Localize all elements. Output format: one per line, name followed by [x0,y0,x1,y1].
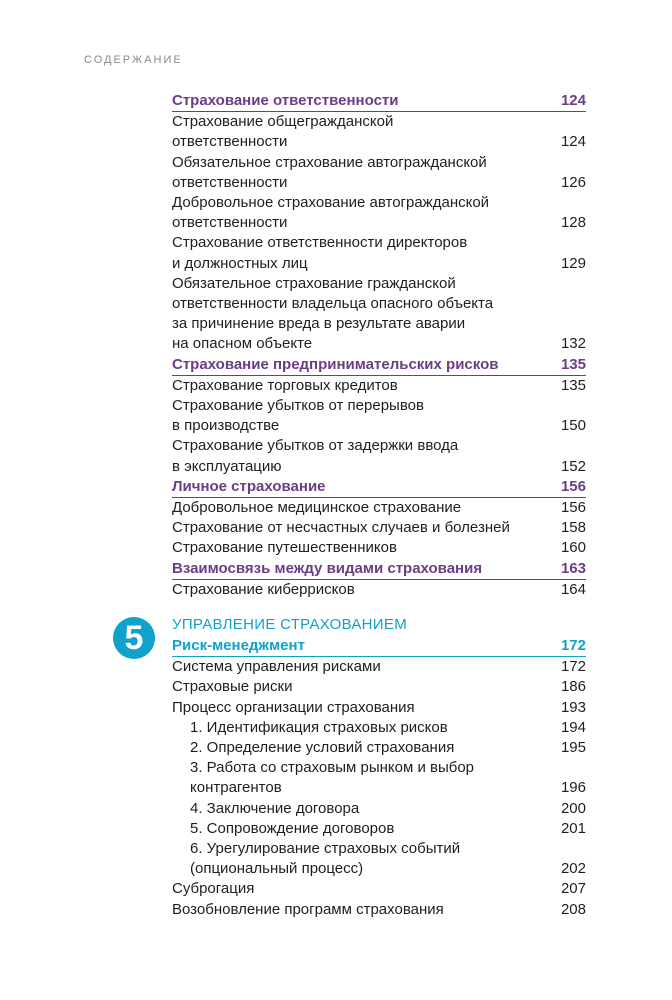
toc-entry [172,580,586,600]
toc-entry [172,112,586,152]
toc-entry-page: 124 [560,133,586,151]
toc-entry [172,436,586,476]
toc-entry-title: Страхование от несчастных случаев и болезней [172,519,510,537]
toc-entry [172,153,586,193]
toc-entry-page: 194 [560,718,586,736]
toc-entry-page: 150 [560,417,586,435]
toc-entry-page: 132 [560,335,586,353]
toc-entry-title: Добровольное страхование автогражданской ответственности [172,194,490,232]
toc-entry-title: 6. Урегулирование страховых событий (опциональный процесс) [190,840,461,878]
toc-entry [172,233,586,273]
toc-section-heading [172,355,586,376]
toc-entry [172,758,586,798]
toc-entry-title: 2. Определение условий страхования [190,739,455,757]
page-header: СОДЕРЖАНИЕ [84,54,183,66]
toc-entry [172,274,586,355]
toc-entry-title: Суброгация [172,880,255,898]
toc-entry-title: 4. Заключение договора [190,799,360,817]
toc-entry-page: 202 [560,860,586,878]
toc-entry-title: Возобновление программ страхования [172,900,444,918]
toc-section-heading [172,477,586,498]
toc-entry-title: 5. Сопровождение договоров [190,819,395,837]
toc-entry-title: Страхование ответственности [172,92,399,109]
toc-entry-title: Обязательное страхование автогражданской ответственности [172,153,487,191]
toc-entry [172,396,586,436]
toc-entry-page: 156 [560,499,586,517]
toc-entry [172,819,586,839]
toc-entry [172,879,586,899]
toc-entry [172,900,586,920]
toc-entry-title: Страхование ответственности директоров и должностных лиц [172,234,468,272]
toc-entry [172,538,586,558]
toc-entry [172,738,586,758]
toc-entry-title: Страхование убытков от задержки ввода в эксплуатацию [172,437,459,475]
toc-entry-page: 163 [560,559,586,577]
toc-entry-page: 186 [560,678,586,696]
toc-entry-page: 160 [560,539,586,557]
toc-entry [172,677,586,697]
toc-section-heading [172,91,586,112]
toc-entry-title: Риск-менеджмент [172,637,305,654]
chapter-number-badge: 5 [113,617,155,659]
toc-entry-page: 172 [560,658,586,676]
toc-entry-title: Страхование убытков от перерывов в производстве [172,397,424,435]
toc-entry [172,839,586,879]
toc-entry [172,718,586,738]
toc-entry-title: Система управления рисками [172,658,381,676]
toc-entry [172,799,586,819]
toc-entry-title: Страхование предпринимательских рисков [172,355,499,373]
toc-entry-title: Процесс организации страхования [172,698,415,716]
toc-entry-page: 124 [560,92,586,109]
toc-entry-page: 129 [560,254,586,272]
toc-entry-page: 200 [560,799,586,817]
toc-entry [172,698,586,718]
toc-entry-title: Обязательное страхование гражданской ответственности владельца опасного объекта за причинение вреда в результате аварии на опасном объекте [172,274,494,353]
toc-entry-page: 196 [560,779,586,797]
toc-entry-title: Добровольное медицинское страхование [172,499,462,517]
toc-entry-page: 158 [560,519,586,537]
toc-section-heading [172,636,586,657]
toc-entry-page: 135 [560,355,586,373]
toc-entry-page: 152 [560,457,586,475]
toc-section-heading [172,559,586,580]
toc-entry-title: Страхование торговых кредитов [172,376,398,394]
toc-part-1 [172,91,586,600]
toc-entry [172,518,586,538]
chapter-title: УПРАВЛЕНИЕ СТРАХОВАНИЕМ [172,616,407,633]
toc-entry-title: Страхование общегражданской ответственности [172,113,394,151]
toc-entry-title: Взаимосвязь между видами страхования [172,559,483,577]
toc-entry-page: 201 [560,819,586,837]
toc-part-2 [172,636,586,920]
toc-entry-page: 164 [560,580,586,598]
toc-entry-title: Личное страхование [172,477,326,495]
toc-entry-page: 208 [560,900,586,918]
toc-entry-page: 126 [560,173,586,191]
toc-entry-page: 156 [560,477,586,495]
toc-entry [172,498,586,518]
toc-entry-page: 172 [560,637,586,654]
toc-entry-page: 207 [560,880,586,898]
toc-entry-page: 135 [560,376,586,394]
toc-entry-page: 128 [560,214,586,232]
toc-entry-page: 193 [560,698,586,716]
toc-entry [172,193,586,233]
toc-entry [172,376,586,396]
toc-entry-page: 195 [560,739,586,757]
toc-entry-title: 3. Работа со страховым рынком и выбор контрагентов [190,759,475,797]
toc-entry-title: Страхование киберрисков [172,580,355,598]
toc-entry-title: Страховые риски [172,678,293,696]
toc-entry-title: Страхование путешественников [172,539,397,557]
toc-entry-title: 1. Идентификация страховых рисков [190,718,448,736]
toc-entry [172,657,586,677]
